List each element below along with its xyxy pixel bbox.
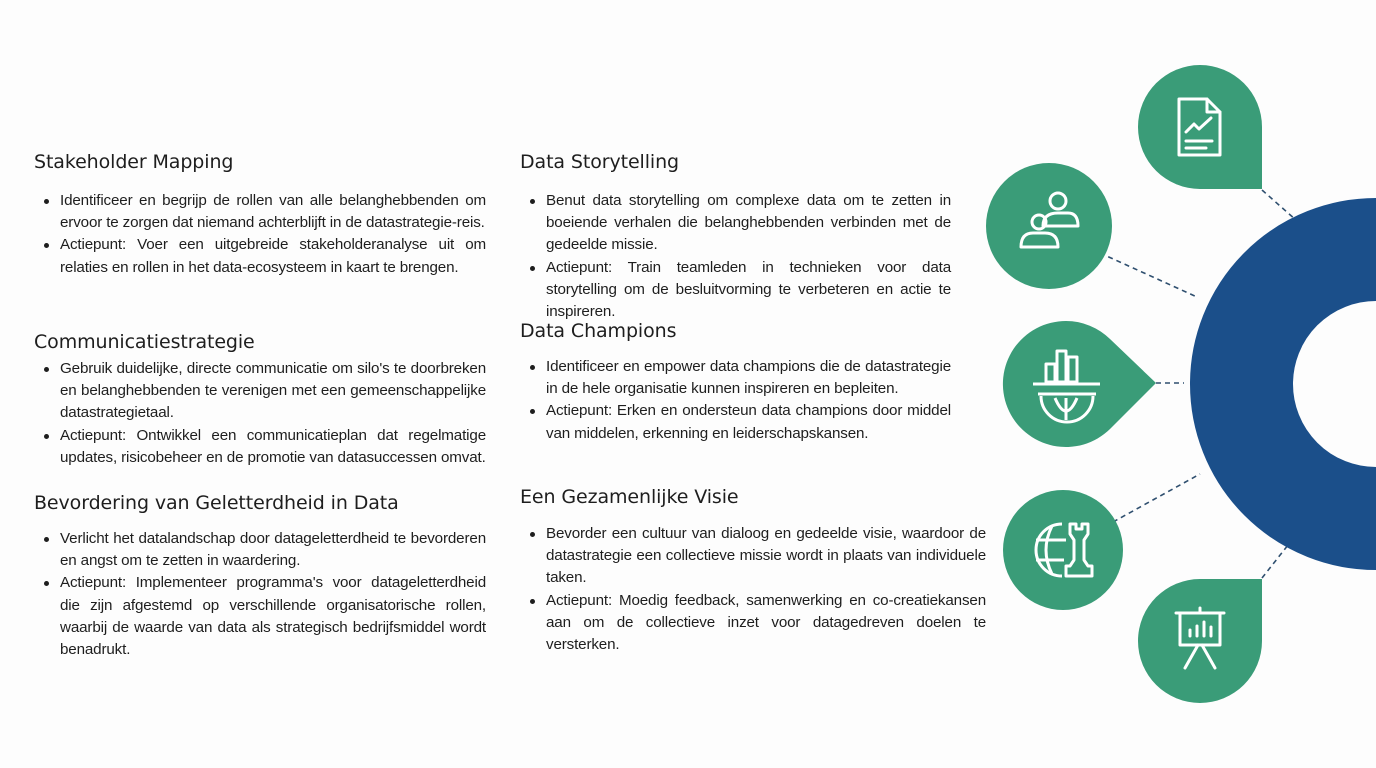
section-title: Data Champions (520, 320, 677, 342)
list-item: Actiepunt: Erken en ondersteun data champions door middel van middelen, erkenning en leiderschapskansen. (520, 400, 951, 444)
list-item: Verlicht het datalandschap door datageletterdheid te bevorderen en angst om te zetten in waardering. (34, 528, 486, 572)
node-stakeholder (986, 163, 1112, 289)
list-item: Benut data storytelling om complexe data om te zetten in boeiende verhalen die belanghebbenden verbinden met de gedeelde missie. (520, 190, 951, 257)
section-title: Bevordering van Geletterdheid in Data (34, 492, 399, 514)
node-globe-strategy (1003, 490, 1123, 610)
node-shape (1138, 579, 1262, 703)
node-shape (1003, 490, 1123, 610)
node-document-chart (1138, 65, 1262, 189)
section-title: Een Gezamenlijke Visie (520, 486, 739, 508)
list-item: Gebruik duidelijke, directe communicatie om silo's te doorbreken en belanghebbenden te verenigen met een gemeenschappelijke datastrategietaal. (34, 358, 486, 425)
connector-line (1100, 253, 1197, 297)
list-item: Actiepunt: Ontwikkel een communicatieplan dat regelmatige updates, risicobeheer en de promotie van datasuccessen omvat. (34, 425, 486, 469)
node-presentation (1138, 579, 1262, 703)
list-item: Identificeer en empower data champions die de datastrategie in de hele organisatie kunnen inspireren en bepleiten. (520, 356, 951, 400)
hub-ring (1242, 250, 1376, 519)
list-item: Actiepunt: Implementeer programma's voor datageletterdheid die zijn afgestemd op verschillende organisatorische rollen, waarbij de waarde van data als strategisch bedrijfsmiddel wordt benadrukt. (34, 572, 486, 661)
section-title: Communicatiestrategie (34, 331, 255, 353)
list-item: Actiepunt: Voer een uitgebreide stakeholderanalyse uit om relaties en rollen in het data-ecosysteem in kaart te brengen. (34, 234, 486, 278)
list-item: Bevorder een cultuur van dialoog en gedeelde visie, waardoor de datastrategie een collectieve missie wordt in plaats van individuele taken. (520, 523, 986, 590)
list-item: Identificeer en begrijp de rollen van alle belanghebbenden om ervoor te zorgen dat niemand achterblijft in de datastrategie-reis. (34, 190, 486, 234)
node-bar-chart-globe (1003, 321, 1156, 447)
section-title: Data Storytelling (520, 151, 679, 173)
list-item: Actiepunt: Moedig feedback, samenwerking en co-creatiekansen aan om de collectieve inzet voor datagedreven doelen te versterken. (520, 590, 986, 657)
section-title: Stakeholder Mapping (34, 151, 234, 173)
connector-line (1113, 474, 1200, 522)
list-item: Actiepunt: Train teamleden in technieken voor data storytelling om de besluitvorming te verbeteren en actie te inspireren. (520, 257, 951, 324)
